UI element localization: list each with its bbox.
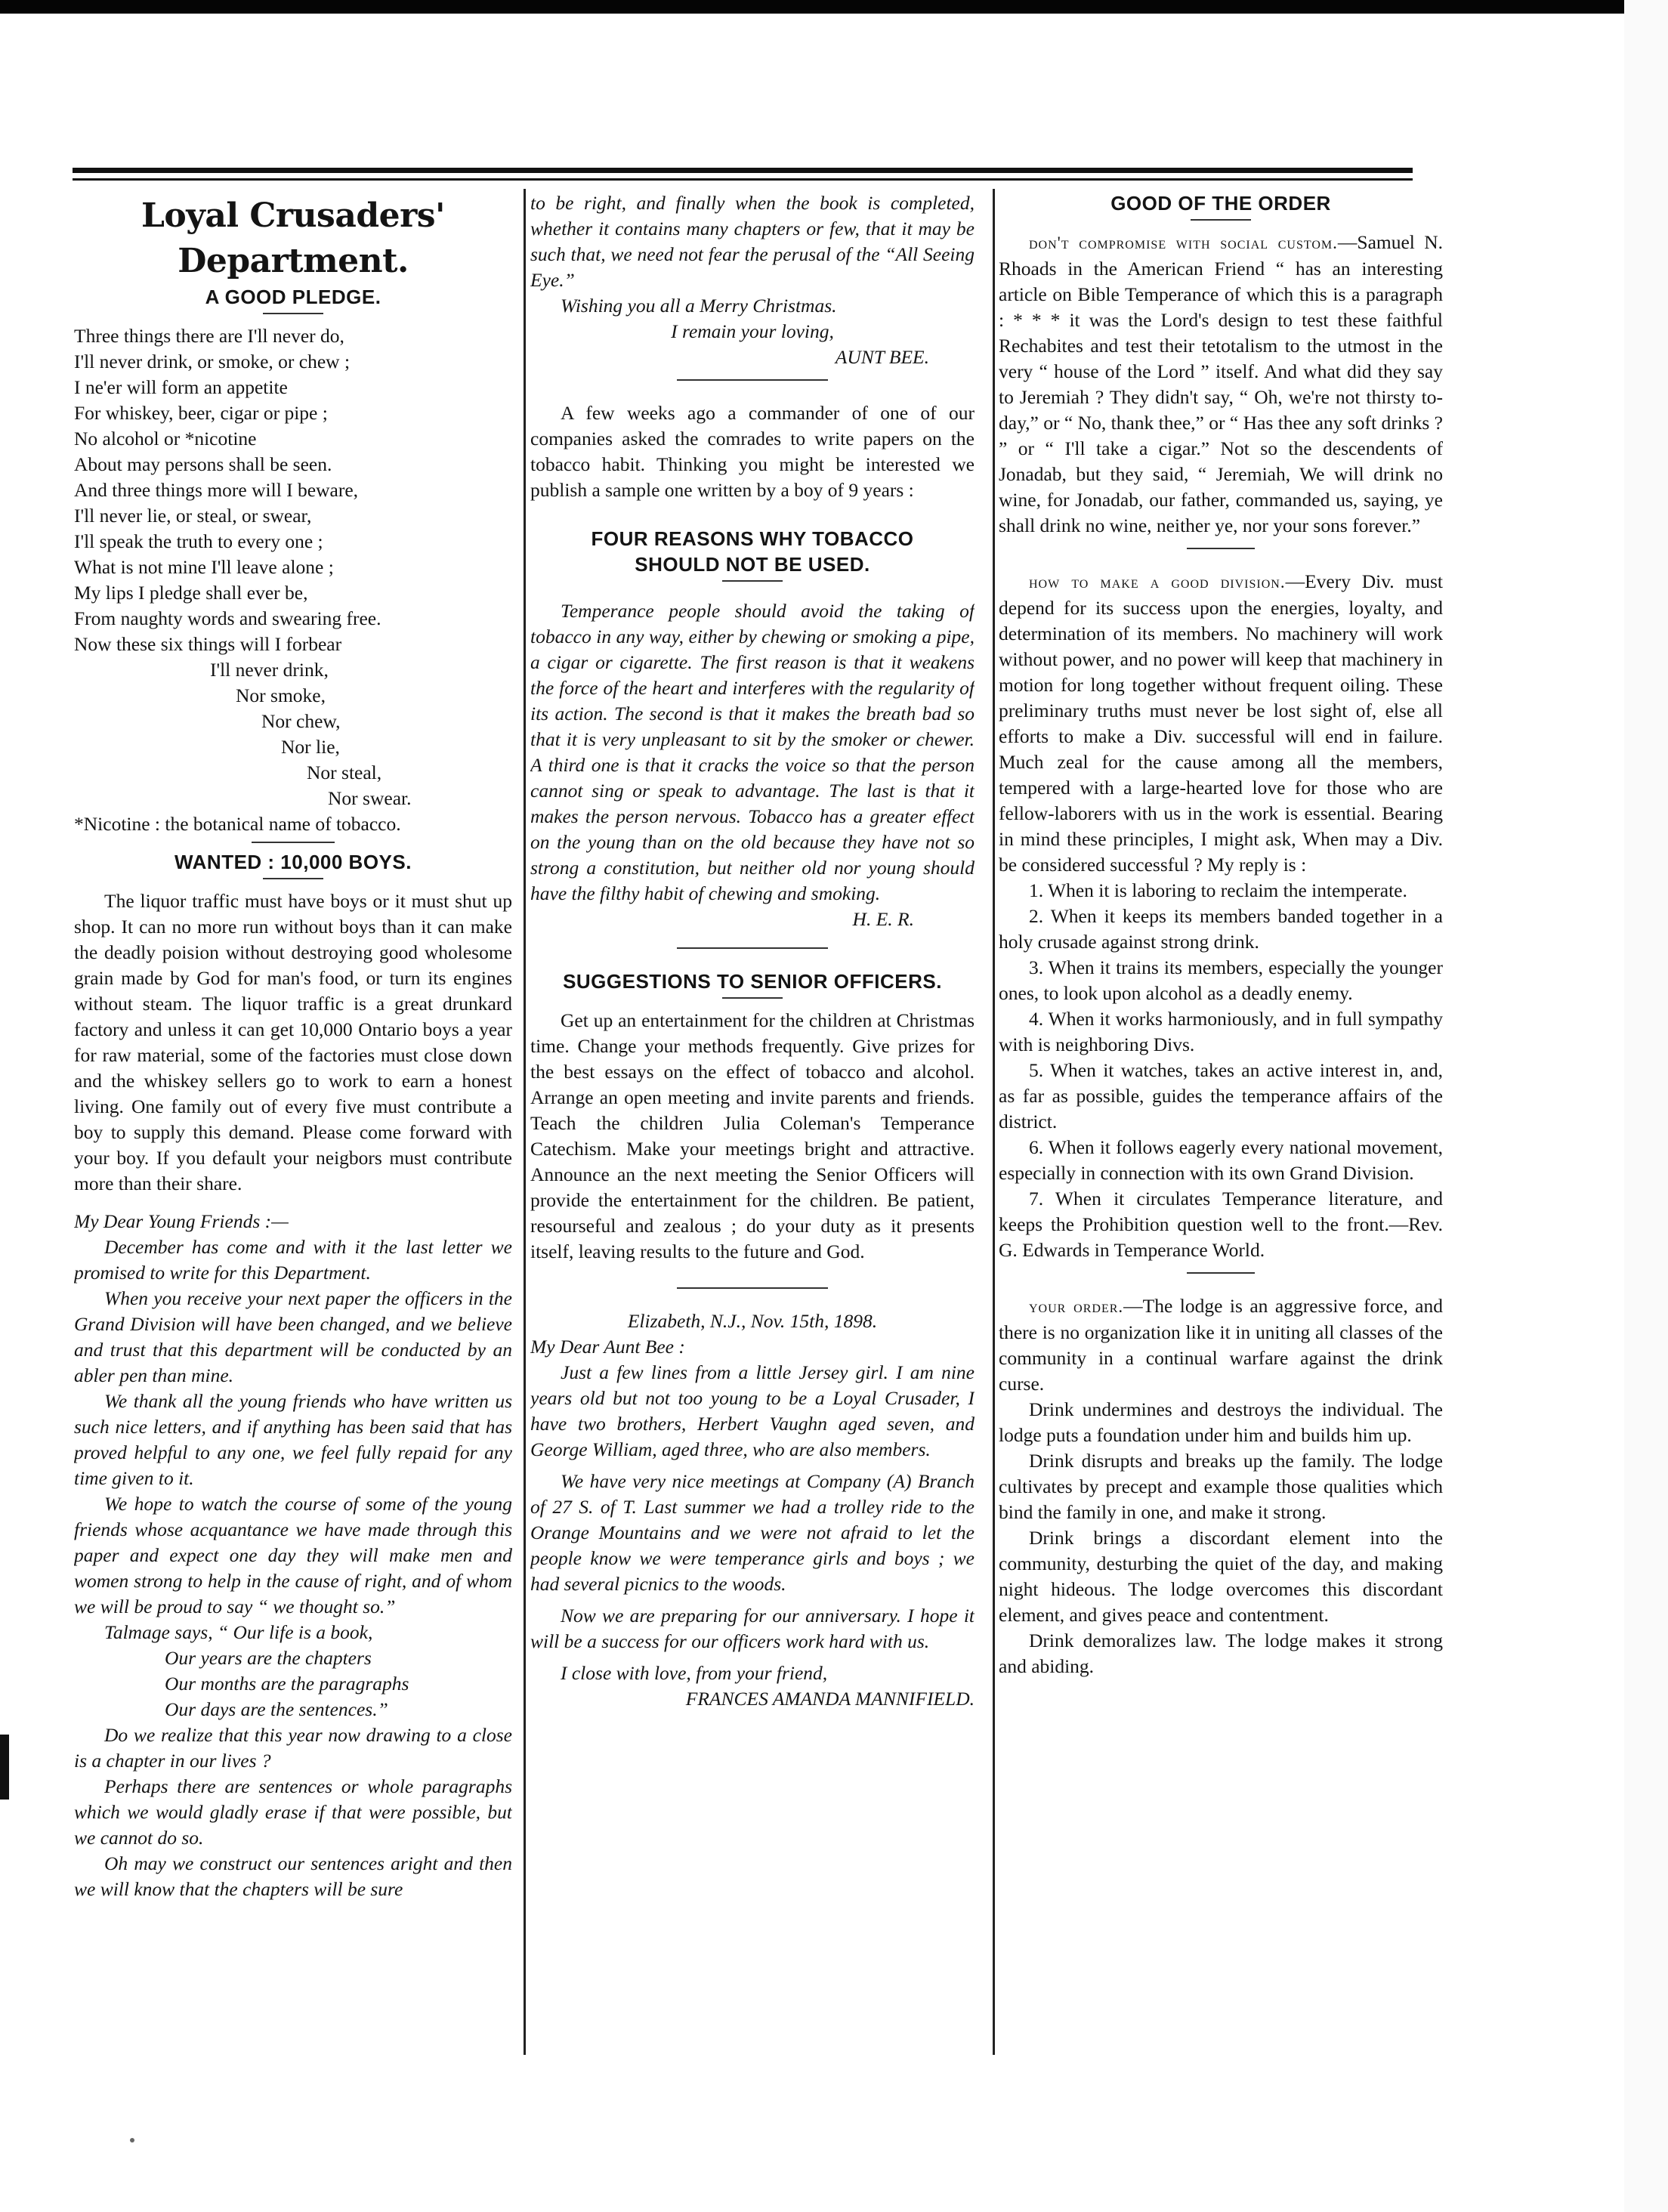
poem-line: Nor steal, <box>307 762 382 783</box>
letter-paragraph: Talmage says, “ Our life is a book, <box>104 1621 373 1643</box>
letter-paragraph: Now we are preparing for our anniversary. I hope it will be a success for our officers work hard with us. <box>530 1605 975 1652</box>
heading-rule <box>722 580 783 582</box>
section-text: —Samuel N. Rhoads in the American Friend “ has an interesting article on Bible Temperance of which this is a paragraph : * * * it was the Lord's design to test these faithful Rechabites and test their tetotalism to the utmost in the very “ house of the Lord ” itself. And what did they say to Jeremiah ? They didn't say, “ Oh, we're not thirsty to-day,” or “ No, thank thee,” or “ Has thee any soft drinks ? ” or “ I'll take a cigar.” Not so the descendents of Jonadab, but they said, “ Jeremiah, We will drink no wine, for Jonadab, our father, commanded us, saying, ye shall drink no wine, neither ye, nor your sons forever.” <box>999 231 1443 536</box>
letter-paragraph: Oh may we construct our sentences aright and then we will know that the chapters will be sure <box>74 1852 512 1900</box>
poem-line: I'll never drink, <box>210 659 329 681</box>
separator <box>677 947 828 949</box>
poem-line: Nor smoke, <box>236 684 326 706</box>
poem-line: Three things there are I'll never do, <box>74 325 344 347</box>
suggestions-paragraph: Get up an entertainment for the children at Christmas time. Change your methods frequently. Give prizes for the best essays on the effect of tobacco and alcohol. Arrange an open meeting and invite parents and friends. Teach the children Julia Coleman's Temperance Catechism. Make your meetings bright and attractive. Announce an the next meeting the Senior Officers will provide the entertainment for the children. Be patient, resourseful and zealous ; do your duty as it presents itself, leaving results to the future and God. <box>530 1009 975 1262</box>
poem-line: And three things more will I beware, <box>74 479 359 501</box>
list-item: 5. When it watches, takes an active interest in, and, as far as possible, guides the temperance affairs of the district. <box>999 1059 1443 1132</box>
section-lead: don't compromise with social custom. <box>1029 233 1338 252</box>
poem-line: About may persons shall be seen. <box>74 453 332 475</box>
letter-paragraph: We thank all the young friends who have written us such nice letters, and if anything has been said that has proved helpful to any one, we feel fully repaid for any time given to it. <box>74 1390 512 1489</box>
separator <box>1187 548 1255 549</box>
heading-rule <box>263 878 323 879</box>
section-paragraph: Drink brings a discordant element into the community, desturbing the quiet of the day, and making night hideous. The lodge overcomes this discordant element, and gives peace and contentment. <box>999 1527 1443 1626</box>
letter-paragraph: Just a few lines from a little Jersey girl. I am nine years old but not too young to be a Loyal Crusader, I have two brothers, Herbert Vaughn aged seven, and George William, aged three, who are also members. <box>530 1361 975 1460</box>
column-3 <box>999 190 1443 2102</box>
wanted-paragraph: The liquor traffic must have boys or it must shut up shop. It can no more run without boys than it can make the deadly poision without destroying good wholesome grain made by God for man's food, or turn its engines without steam. The liquor traffic is a great drunkard factory and unless it can get 10,000 Ontario boys a year for raw material, some of the factories must close down and the whiskey sellers go to work to earn a honest living. One family out of every five must contribute a boy to supply this demand. Please come forward with your boy. If you default your neigbors must contribute more than their share. <box>74 890 512 1194</box>
letter-continuation: to be right, and finally when the book is completed, whether it contains many chapters or few, that it may be such that, we need not fear the perusal of the “All Seeing Eye.” <box>530 192 975 291</box>
footnote: *Nicotine : the botanical name of tobacco. <box>74 813 401 835</box>
list-item: 2. When it keeps its members banded together in a holy crusade against strong drink. <box>999 905 1443 953</box>
intro-paragraph: A few weeks ago a commander of one of our companies asked the comrades to write papers on the tobacco habit. Thinking you might be interested we publish a sample one written by a boy of 9 years : <box>530 402 975 501</box>
letter-salutation: My Dear Aunt Bee : <box>530 1336 685 1358</box>
section-text: —Every Div. must depend for its success upon the energies, loyalty, and determination of its members. No machinery will work without power, and no power will keep that machinery in motion for long together without frequent oiling. These preliminary truths must never be lost sight of, else all efforts to make a Div. successful will end in failure. Much zeal for the cause among all the members, tempered with a large-hearted love for those who are fellow-laborers with us in the work is essential. Bearing in mind these principles, I might ask, When may a Div. be considered successful ? My reply is : <box>999 570 1443 876</box>
header-rule-thin <box>73 178 1413 181</box>
poem-line: What is not mine I'll leave alone ; <box>74 556 334 578</box>
header-rule-thick <box>73 168 1413 173</box>
dateline: Elizabeth, N.J., Nov. 15th, 1898. <box>627 1310 878 1332</box>
list-item: 3. When it trains its members, especially the younger ones, to look upon alcohol as a deadly enemy. <box>999 956 1443 1004</box>
top-scan-border <box>0 0 1668 14</box>
poem-line: I'll speak the truth to every one ; <box>74 530 323 552</box>
poem-line: Nor swear. <box>328 787 412 809</box>
poem-line: No alcohol or *nicotine <box>74 428 257 450</box>
section-lead: how to make a good division. <box>1029 573 1286 592</box>
poem-line: Nor lie, <box>281 736 340 758</box>
department-title: Loyal Crusaders' Department. <box>141 196 446 280</box>
heading-rule <box>263 313 323 314</box>
page-edge <box>1624 0 1668 2212</box>
heading-rule <box>722 997 783 999</box>
quote-line: Our days are the sentences.” <box>165 1698 388 1720</box>
section-paragraph <box>999 569 1443 878</box>
reasons-heading: FOUR REASONS WHY TOBACCO SHOULD NOT BE USED. <box>591 527 914 576</box>
letter-close: I close with love, from your friend, <box>561 1662 828 1684</box>
column-divider-left <box>524 189 526 2055</box>
column-1 <box>74 190 512 2147</box>
pledge-heading: A GOOD PLEDGE. <box>205 286 381 308</box>
separator <box>252 842 335 843</box>
binding-mark <box>0 1735 9 1800</box>
letter-paragraph: December has come and with it the last letter we promised to write for this Department. <box>74 1236 512 1284</box>
column-divider-right <box>993 189 995 2055</box>
letter-paragraph: Perhaps there are sentences or whole paragraphs which we would gladly erase if that were possible, but we cannot do so. <box>74 1775 512 1849</box>
section-text: —The lodge is an aggressive force, and there is no organization like it in uniting all classes of the community in a continual warfare against the drink curse. <box>999 1295 1443 1395</box>
poem-line: From naughty words and swearing free. <box>74 607 381 629</box>
list-item: 4. When it works harmoniously, and in full sympathy with is neighboring Divs. <box>999 1008 1443 1055</box>
reasons-signature: H. E. R. <box>852 908 914 930</box>
signature-aunt-bee: AUNT BEE. <box>835 346 929 368</box>
section-paragraph: Drink disrupts and breaks up the family. The lodge cultivates by precept and example those qualities which bind the family in one, and make it strong. <box>999 1450 1443 1523</box>
poem-line: I ne'er will form an appetite <box>74 376 288 398</box>
quote-line: Our years are the chapters <box>165 1647 372 1669</box>
letter-salutation: My Dear Young Friends :— <box>74 1210 289 1232</box>
list-item: 1. When it is laboring to reclaim the intemperate. <box>1029 879 1407 901</box>
section-paragraph: Drink demoralizes law. The lodge makes it strong and abiding. <box>999 1630 1443 1677</box>
poem-line: My lips I pledge shall ever be, <box>74 582 308 604</box>
section-paragraph: Drink undermines and destroys the individual. The lodge puts a foundation under him and builds him up. <box>999 1398 1443 1446</box>
section-paragraph <box>999 230 1443 539</box>
poem-line: For whiskey, beer, cigar or pipe ; <box>74 402 328 424</box>
poem-line: I'll never drink, or smoke, or chew ; <box>74 351 351 372</box>
reasons-paragraph: Temperance people should avoid the taking of tobacco in any way, either by chewing or smoking a pipe, a cigar or cigarette. The first reason is that it weakens the force of the heart and interferes with the regularity of its action. The second is that it makes the breath bad so that it is very unpleasant to sit by the smoker or chewer. A third one is that it cracks the voice so that the person cannot sing or speak to advantage. The last is that it makes the person nervous. Tobacco has a greater effect on the young than on the old because they have not so strong a constitution, but neither old nor young should have the filthy habit of chewing and smoking. <box>530 600 975 904</box>
good-of-order-heading: GOOD OF THE ORDER <box>1110 192 1331 215</box>
list-item: 7. When it circulates Temperance literature, and keeps the Prohibition question well to the front.—Rev. G. Edwards in Temperance World. <box>999 1188 1443 1261</box>
heading-rule <box>1191 219 1251 221</box>
section-lead: your order. <box>1029 1297 1124 1316</box>
letter-paragraph: We have very nice meetings at Company (A) Branch of 27 S. of T. Last summer we had a trolley ride to the Orange Mountains and we were not afraid to let the people know we were temperance girls and boys ; we had several picnics to the woods. <box>530 1470 975 1595</box>
separator <box>677 379 828 381</box>
letter-paragraph: Do we realize that this year now drawing to a close is a chapter in our lives ? <box>74 1724 512 1772</box>
letter-paragraph: We hope to watch the course of some of the young friends whose acquantance we have made through this paper and expect one day they will make men and women strong to help in the cause of right, and of whom we will be proud to say “ we thought so.” <box>74 1493 512 1617</box>
wanted-heading: WANTED : 10,000 BOYS. <box>175 851 412 873</box>
separator <box>1187 1272 1255 1274</box>
letter-paragraph: When you receive your next paper the officers in the Grand Division will have been changed, and we believe and trust that this department will be conducted by an abler pen than mine. <box>74 1287 512 1386</box>
section-paragraph <box>999 1293 1443 1397</box>
closing-wish: Wishing you all a Merry Christmas. <box>561 295 837 317</box>
pledge-poem <box>74 323 512 837</box>
quote-line: Our months are the paragraphs <box>165 1673 409 1695</box>
separator <box>677 1287 828 1289</box>
column-2 <box>530 190 975 2102</box>
poem-line: Nor chew, <box>261 710 341 732</box>
suggestions-heading: SUGGESTIONS TO SENIOR OFFICERS. <box>563 970 942 993</box>
signature-frances: FRANCES AMANDA MANNIFIELD. <box>685 1688 975 1710</box>
poem-line: I'll never lie, or steal, or swear, <box>74 505 312 527</box>
list-item: 6. When it follows eagerly every national movement, especially in connection with its own Grand Division. <box>999 1136 1443 1184</box>
closing-remain: I remain your loving, <box>671 320 834 342</box>
poem-line: Now these six things will I forbear <box>74 633 342 655</box>
